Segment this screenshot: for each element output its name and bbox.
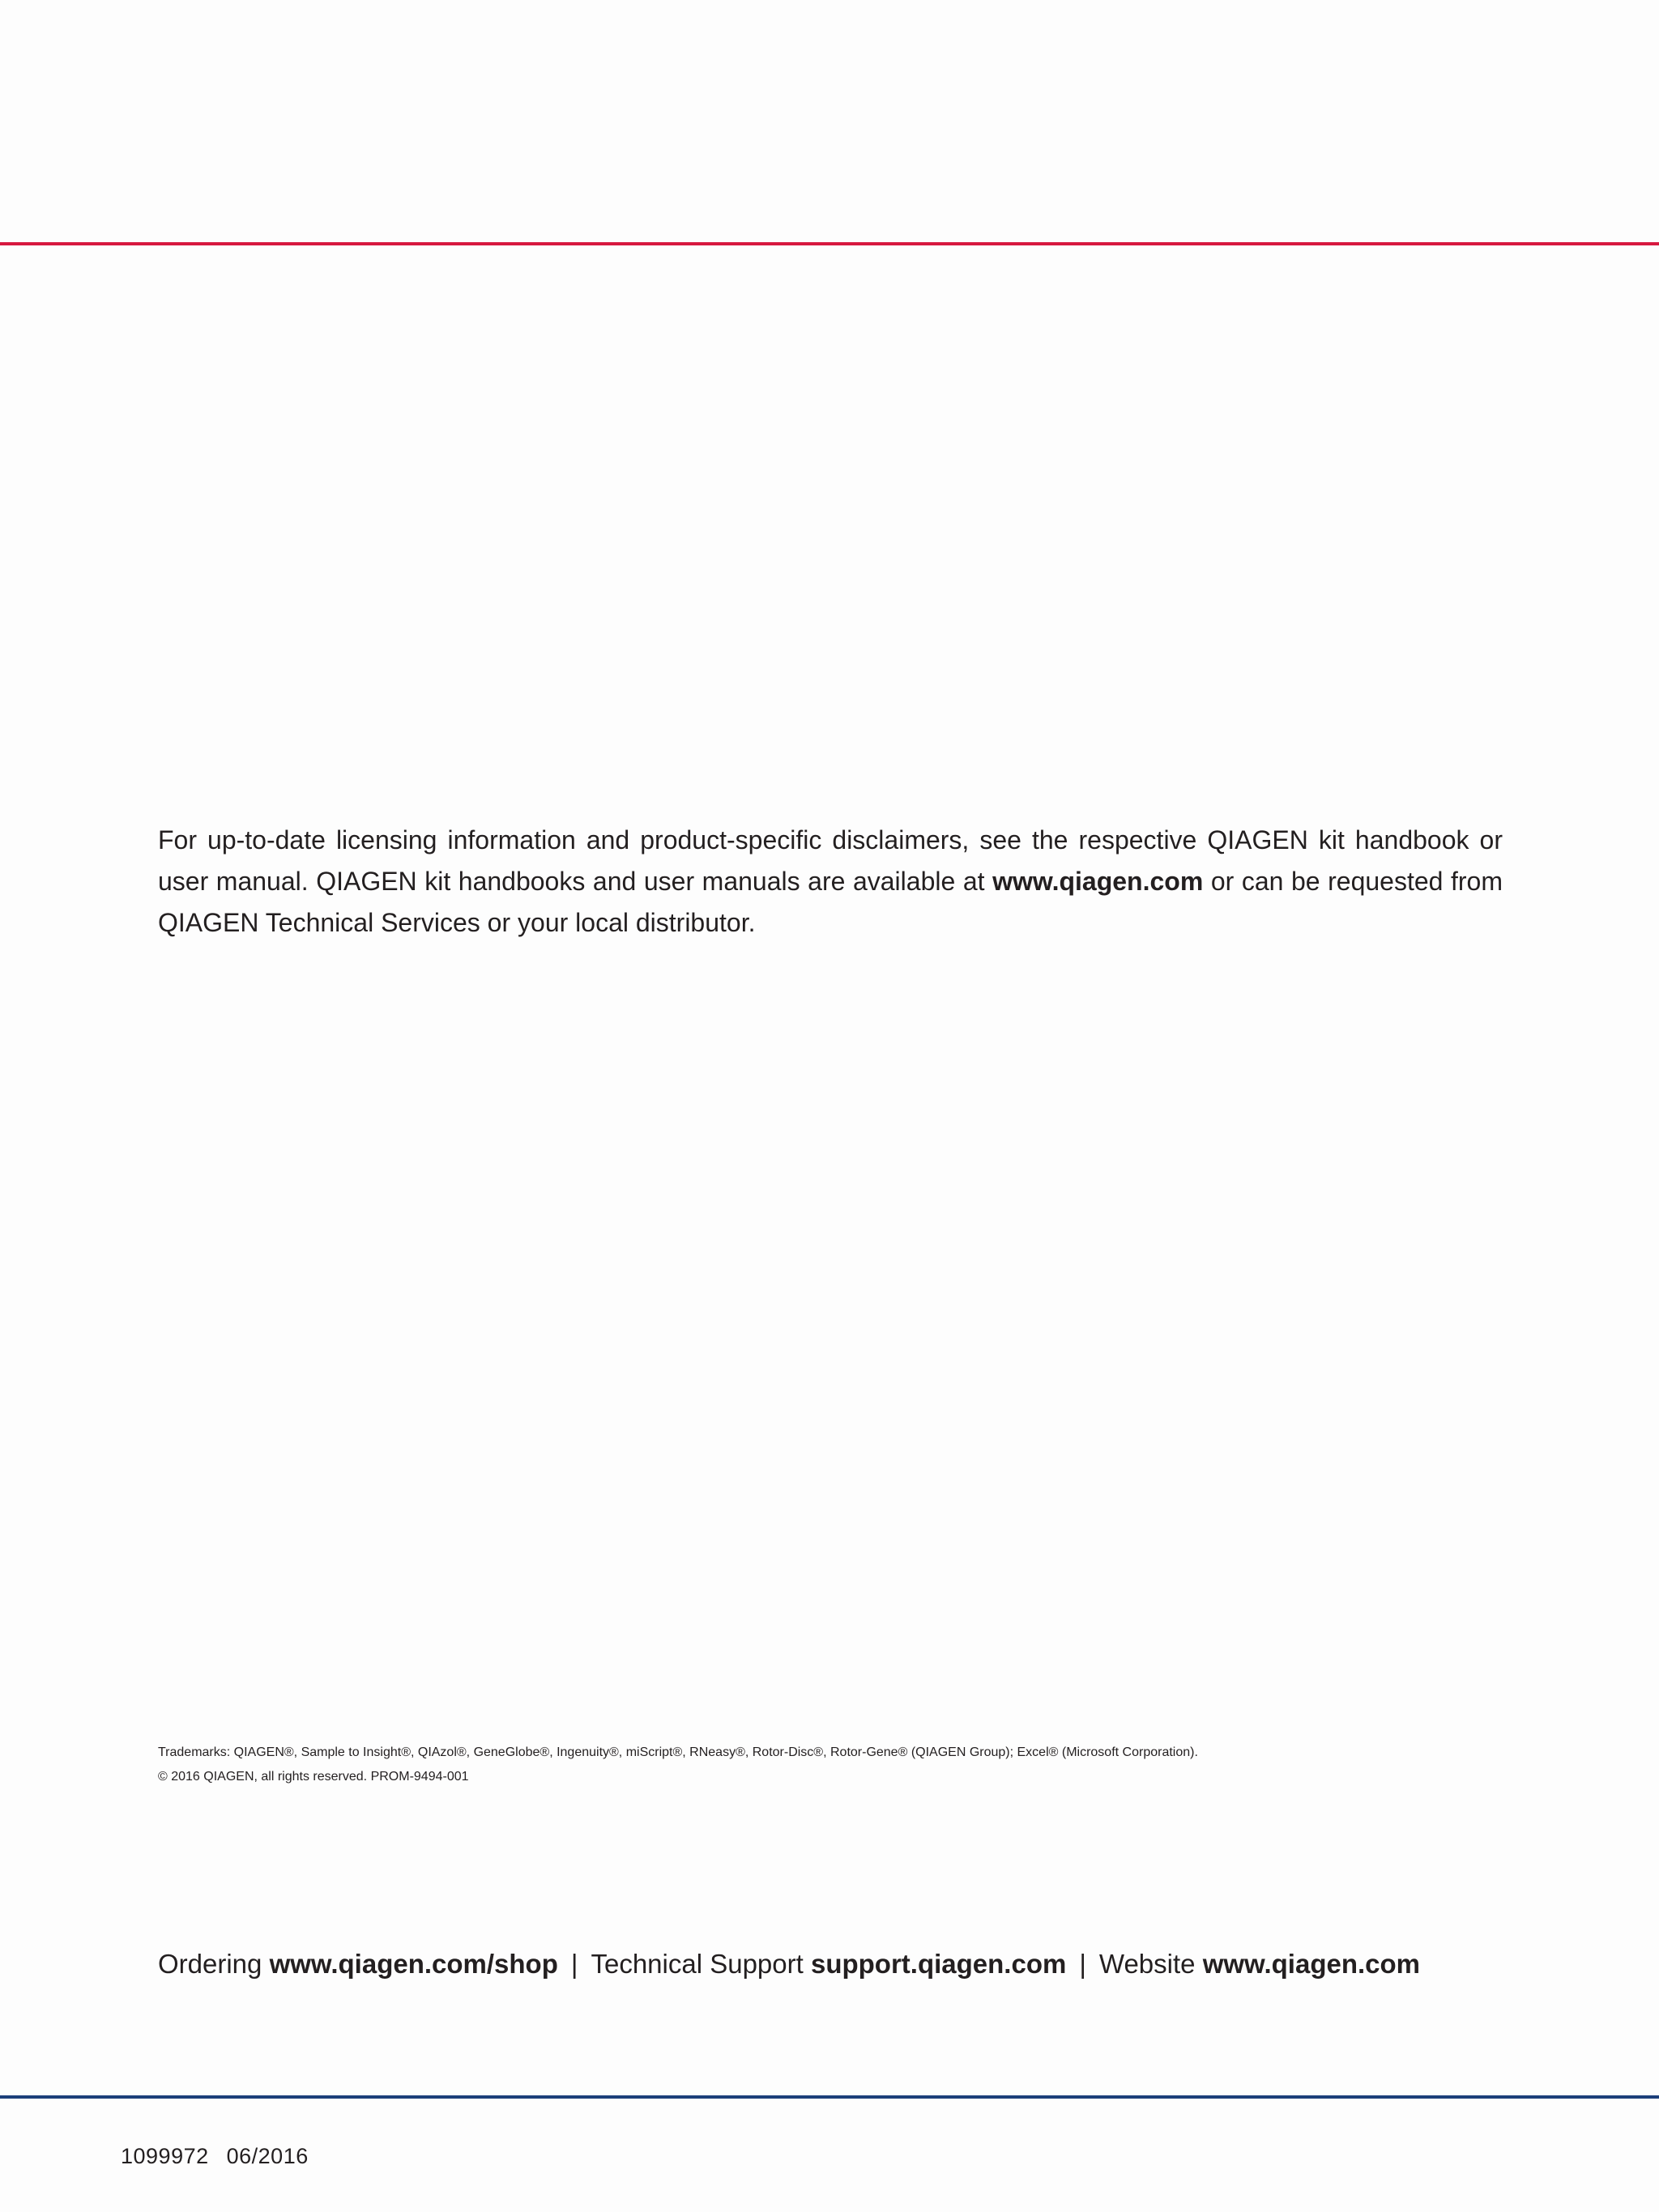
- licensing-url-link[interactable]: www.qiagen.com: [992, 867, 1204, 896]
- website-url-link[interactable]: www.qiagen.com: [1202, 1949, 1421, 1979]
- licensing-paragraph: [158, 820, 1503, 944]
- website-label: Website: [1098, 1949, 1196, 1979]
- document-code: [121, 2142, 309, 2171]
- top-red-rule: [0, 242, 1659, 245]
- support-label: Technical Support: [591, 1949, 804, 1979]
- separator: |: [570, 1949, 578, 1979]
- ordering-label: Ordering: [158, 1949, 262, 1979]
- ordering-url-link[interactable]: www.qiagen.com/shop: [269, 1949, 558, 1979]
- licensing-text-start: For up-to-date licensing information and product-specific disclaimers, see the respective QIAGEN kit handbook or user manual. QIAGEN kit handbooks and user manuals are available at: [158, 825, 1503, 896]
- trademarks-block: [158, 1741, 1503, 1789]
- document-date: 06/2016: [226, 2144, 309, 2168]
- bottom-blue-rule: [0, 2095, 1659, 2099]
- document-number: 1099972: [121, 2144, 209, 2168]
- support-url-link[interactable]: support.qiagen.com: [810, 1949, 1067, 1979]
- copyright-line: © 2016 QIAGEN, all rights reserved. PROM-9494-001: [158, 1770, 469, 1784]
- separator: |: [1079, 1949, 1086, 1979]
- trademarks-line: Trademarks: QIAGEN®, Sample to Insight®, QIAzol®, GeneGlobe®, Ingenuity®, miScript®, RNeasy®, Rotor-Disc®, Rotor-Gene® (QIAGEN Group); Excel® (Microsoft Corporation).: [158, 1745, 1198, 1759]
- licensing-text-end: or can be requested from QIAGEN Technical Services or your local distributor.: [158, 867, 1503, 937]
- contact-line: [158, 1946, 1535, 1982]
